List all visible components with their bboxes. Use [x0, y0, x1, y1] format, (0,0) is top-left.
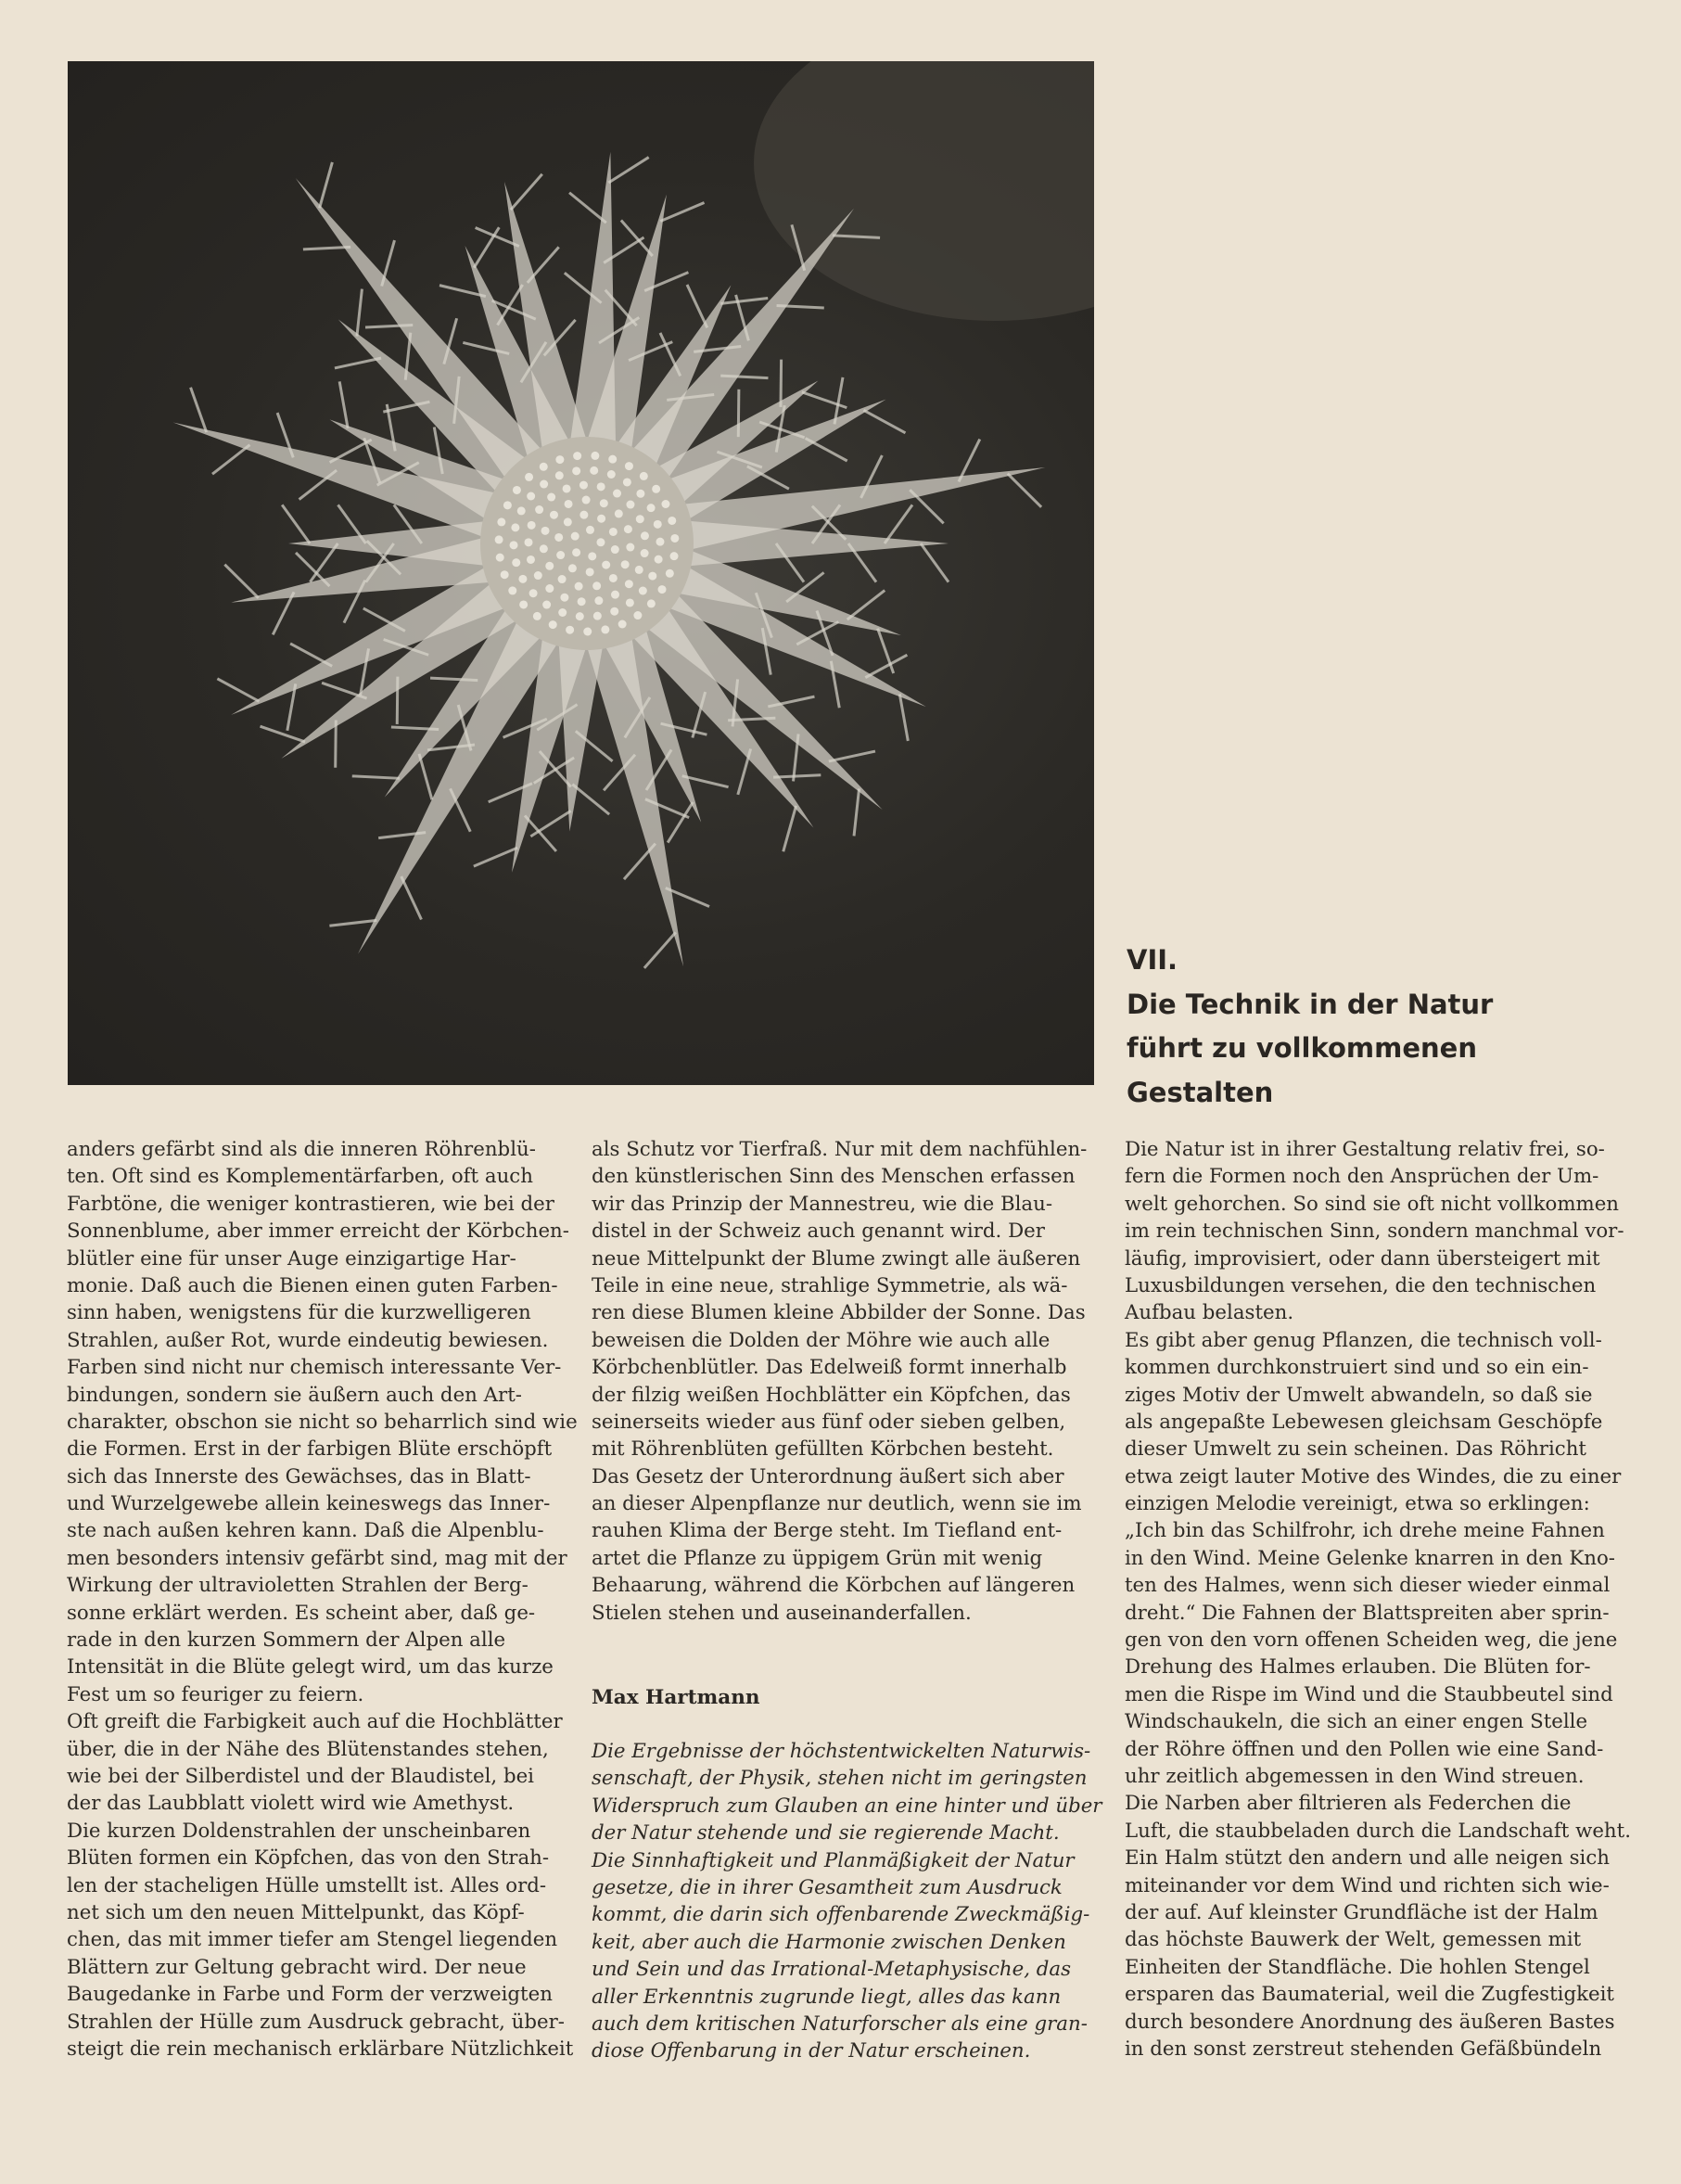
floret [563, 484, 571, 492]
floret [594, 596, 603, 605]
side-spine [329, 920, 376, 926]
side-spine [212, 445, 249, 475]
floret [579, 511, 588, 519]
text-line: Strahlen, außer Rot, wurde eindeutig bewiesen. [67, 1328, 549, 1352]
side-spine [796, 622, 838, 645]
floret [666, 569, 674, 578]
text-line: und Sein und das Irrational-Metaphysische, das [592, 1958, 1072, 1982]
floret [613, 490, 621, 498]
floret [512, 558, 520, 567]
text-line: der filzig weißen Hochblätter ein Köpfchen, das [592, 1383, 1071, 1407]
floret [578, 597, 586, 606]
floret [525, 473, 533, 481]
floret [501, 570, 509, 579]
side-spine [910, 490, 943, 523]
text-line: Wirkung der ultravioletten Strahlen der Berg- [67, 1574, 528, 1598]
side-spine [899, 694, 908, 740]
floret [656, 538, 664, 546]
side-spine [530, 811, 570, 836]
text-line: Die Ergebnisse der höchstentwickelten Naturwis- [592, 1740, 1091, 1763]
floret [635, 566, 643, 574]
side-spine [474, 848, 517, 866]
floret [547, 493, 555, 502]
side-spine [320, 162, 333, 208]
text-line: im rein technischen Sinn, sondern manchmal vor- [1125, 1220, 1624, 1244]
floret [591, 452, 599, 460]
text-line: einzigen Melodie vereinigt, etwa so erklingen: [1125, 1492, 1590, 1516]
text-line: in den sonst zerstreut stehenden Gefäßbündeln [1125, 2037, 1602, 2061]
floret [625, 462, 633, 470]
floret [533, 612, 541, 620]
floret [535, 505, 543, 514]
floret [545, 562, 554, 570]
floret [527, 492, 535, 500]
floret [626, 543, 634, 552]
text-line: an dieser Alpenpflanze nur deutlich, wenn sie im [592, 1492, 1082, 1516]
text-line: durch besondere Anordnung des äußeren Bastes [1125, 2010, 1615, 2034]
side-spine [773, 775, 821, 777]
text-line: Aufbau belasten. [1125, 1301, 1294, 1325]
text-line: und Wurzelgewebe allein keineswegs das Inner- [67, 1492, 551, 1516]
floret [600, 499, 608, 507]
thistle-illustration [68, 61, 1094, 1085]
side-spine [806, 439, 847, 461]
side-spine [687, 285, 707, 327]
side-spine [644, 932, 676, 968]
side-spine [336, 720, 337, 767]
text-line: der Natur stehende und sie regierende Macht. [592, 1821, 1060, 1846]
side-spine [357, 289, 363, 337]
floret [608, 455, 617, 464]
text-line: gen von den vorn offenen Scheiden weg, die jene [1125, 1628, 1618, 1653]
side-spine [296, 553, 329, 586]
side-spine [282, 504, 310, 543]
floret [497, 517, 505, 526]
side-spine [921, 543, 949, 582]
floret [575, 582, 583, 591]
side-spine [621, 221, 653, 257]
text-line: dreht.“ Die Fahnen der Blattspreiten aber sprin- [1125, 1601, 1610, 1625]
text-line: als angepaßte Lebewesen gleichsam Geschöpfe [1125, 1410, 1603, 1434]
side-spine [352, 776, 400, 778]
floret [618, 620, 627, 629]
floret [609, 574, 618, 582]
floret [582, 496, 591, 504]
side-spine [290, 644, 332, 666]
side-spine [738, 748, 751, 794]
text-line: etwa zeigt lauter Motive des Windes, die zu einer [1125, 1464, 1622, 1488]
text-line: Baugedanke in Farbe und Form der verzweigten [67, 1983, 553, 2007]
side-spine [511, 174, 542, 211]
text-line: rade in den kurzen Sommern der Alpen alle [67, 1628, 506, 1653]
floret [586, 568, 594, 576]
text-line: „Ich bin das Schilfrohr, ich drehe meine Fahnen [1125, 1519, 1605, 1543]
floret [636, 515, 644, 523]
text-column-2 [592, 1136, 1097, 1627]
side-spine [261, 726, 305, 742]
text-line: Die kurzen Doldenstrahlen der unscheinbaren [67, 1819, 531, 1843]
text-line: miteinander vor dem Wind und richten sich wie- [1125, 1873, 1610, 1897]
floret [621, 560, 630, 568]
text-line: aller Erkenntnis zugrunde liegt, alles das kann [592, 1985, 1062, 2009]
floret [597, 482, 605, 491]
floret [624, 525, 632, 533]
side-spine [419, 754, 432, 799]
floret [518, 575, 527, 583]
side-spine [668, 802, 693, 843]
side-spine [865, 655, 907, 677]
text-line: Farbtöne, die weniger kontrastieren, wie bei der [67, 1192, 554, 1216]
floret [626, 501, 634, 509]
text-line: sinn haben, wenigstens für die kurzwelligeren [67, 1301, 531, 1325]
side-spine [191, 388, 207, 432]
text-line: distel in der Schweiz auch genannt wird. Der [592, 1220, 1045, 1244]
floret [576, 612, 584, 620]
side-spine [397, 677, 398, 724]
text-line: als Schutz vor Tierfraß. Nur mit dem nachfühlen- [592, 1138, 1088, 1161]
floret [641, 549, 649, 557]
text-line: über, die in der Nähe des Blütenstandes stehen, [67, 1737, 549, 1761]
side-spine [847, 591, 885, 620]
text-line: Die Narben aber filtrieren als Federchen die [1125, 1792, 1572, 1816]
text-line: die Formen. Erst in der farbigen Blüte erschöpft [67, 1437, 553, 1462]
floret [564, 517, 572, 526]
text-line: keit, aber auch die Harmonie zwischen Denken [592, 1930, 1066, 1954]
floret [556, 551, 565, 559]
text-line: fern die Formen noch den Ansprüchen der Um- [1125, 1165, 1599, 1189]
floret [510, 541, 518, 549]
chapter-title-line: Gestalten [1127, 1076, 1274, 1108]
side-spine [217, 679, 259, 701]
floret [566, 626, 574, 634]
floret [592, 581, 601, 590]
text-line: chen, das mit immer tiefer am Stengel liegenden [67, 1928, 558, 1952]
floret [549, 620, 557, 629]
floret [602, 561, 610, 569]
text-line: charakter, obschon sie nicht so beharrlich sind wie [67, 1410, 578, 1434]
side-spine [624, 844, 656, 880]
side-spine [401, 876, 422, 919]
text-line: Oft greift die Farbigkeit auch auf die Hochblätter [67, 1710, 563, 1734]
floret [593, 612, 602, 620]
floret [534, 571, 542, 580]
side-spine [720, 298, 768, 303]
side-spine [525, 815, 556, 851]
text-line: Stielen stehen und auseinanderfallen. [592, 1601, 972, 1625]
quote-author: Max Hartmann [592, 1686, 760, 1709]
floret [641, 531, 649, 540]
text-line: Luft, die staubbeladen durch die Landschaft weht. [1125, 1819, 1631, 1843]
text-line: Strahlen der Hülle zum Ausdruck gebracht, über- [67, 2010, 565, 2034]
text-line: Intensität in die Blüte gelegt wird, um das kurze [67, 1655, 554, 1680]
text-line: kommen durchkonstruiert sind und so ein ein- [1125, 1356, 1589, 1380]
side-spine [569, 193, 606, 223]
text-line: Die Sinnhaftigkeit und Planmäßigkeit der Natur [592, 1848, 1075, 1872]
side-spine [339, 381, 348, 428]
floret [596, 538, 605, 546]
floret [558, 575, 567, 583]
floret [607, 470, 616, 479]
quote-text [592, 1738, 1102, 2065]
text-line: blütler eine für unser Auge einzigartige Har- [67, 1246, 516, 1271]
floret [529, 589, 538, 597]
chapter-heading [1127, 939, 1516, 1115]
text-line: Widerspruch zum Glauben an eine hinter und über [592, 1794, 1102, 1818]
text-line: senschaft, der Physik, stehen nicht im geringsten [592, 1767, 1088, 1791]
text-line: artet die Pflanze zu üppigem Grün mit wenig [592, 1546, 1043, 1570]
text-line: beweisen die Dolden der Möhre wie auch alle [592, 1328, 1051, 1352]
floret [540, 463, 548, 471]
floret [508, 586, 516, 594]
text-line: Blättern zur Geltung gebracht wird. Der neue [67, 1955, 527, 1979]
side-spine [781, 360, 782, 407]
text-line: ersparen das Baumaterial, weil die Zugfestigkeit [1125, 1983, 1614, 2007]
text-line: Windschaukeln, die sich an einer engen Stelle [1125, 1710, 1588, 1734]
chapter-title-line: Die Technik in der Natur [1127, 988, 1494, 1020]
floret [573, 452, 581, 460]
text-line: sich das Innerste des Gewächses, das in Blatt- [67, 1464, 531, 1488]
floret [496, 554, 504, 562]
text-line: rauhen Klima der Berge steht. Im Tiefland ent- [592, 1519, 1063, 1543]
floret [639, 587, 647, 595]
text-line: kommt, die darin sich offenbarende Zweckmäßig- [592, 1903, 1090, 1927]
floret [568, 564, 577, 572]
floret [626, 598, 634, 607]
floret [540, 544, 548, 553]
text-line: der auf. Auf kleinster Grundfläche ist der Halm [1125, 1900, 1598, 1924]
floret [633, 611, 642, 619]
floret [517, 506, 526, 515]
text-line: men die Rispe im Wind und die Staubbeutel sind [1125, 1682, 1613, 1706]
text-line: gesetze, die in ihrer Gesamtheit zum Ausdruck [592, 1875, 1063, 1899]
text-line: welt gehorchen. So sind sie oft nicht vollkommen [1125, 1192, 1620, 1216]
side-spine [660, 203, 704, 222]
text-line: sonne erklärt werden. Es scheint aber, daß ge- [67, 1601, 536, 1625]
floret [611, 545, 619, 554]
side-spine [854, 788, 860, 836]
floret [527, 556, 535, 564]
side-spine [885, 504, 912, 543]
floret [601, 625, 609, 633]
text-line: läufig, improvisiert, oder dann übersteigert mit [1125, 1246, 1600, 1271]
side-spine [1008, 474, 1041, 507]
side-spine [738, 390, 739, 437]
text-line: mit Röhrenblüten gefüllten Körbchen besteht. [592, 1437, 1054, 1462]
text-line: Körbchenblütler. Das Edelweiß formt innerhalb [592, 1356, 1067, 1380]
side-spine [451, 788, 471, 831]
floret [590, 466, 598, 475]
text-line: auch dem kritischen Naturforscher als eine gran- [592, 2012, 1088, 2036]
chapter-title-line: führt zu vollkommenen [1127, 1032, 1477, 1064]
floret [658, 585, 667, 594]
side-spine [224, 565, 258, 598]
text-line: Drehung des Halmes erlauben. Die Blüten for- [1125, 1655, 1591, 1680]
side-spine [863, 410, 905, 432]
text-column-3 [1125, 1136, 1630, 2063]
floret [525, 538, 533, 546]
text-line: Das Gesetz der Unterordnung äußert sich aber [592, 1464, 1064, 1488]
floret [550, 511, 558, 519]
floret [597, 515, 605, 523]
text-line: wir das Prinzip der Mannestreu, wie die Blau- [592, 1192, 1053, 1216]
text-line: Die Natur ist in ihrer Gestaltung relativ frei, so- [1125, 1138, 1605, 1161]
floret [572, 548, 580, 556]
text-line: steigt die rein mechanisch erklärbare Nützlichkeit [67, 2037, 574, 2061]
floret [545, 584, 554, 593]
side-spine [528, 247, 559, 283]
floret [648, 572, 656, 581]
floret [571, 532, 579, 541]
floret [554, 533, 563, 542]
floret [555, 455, 564, 464]
text-line: Luxusbildungen versehen, die den technischen [1125, 1273, 1597, 1297]
floret [647, 599, 656, 607]
text-line: Ein Halm stützt den andern und alle neigen sich [1125, 1846, 1611, 1871]
text-column-1 [67, 1136, 578, 2063]
side-spine [783, 806, 796, 851]
floret [519, 600, 528, 608]
floret [609, 528, 618, 536]
floret [654, 520, 662, 529]
text-line: Sonnenblume, aber immer erreicht der Körbchen- [67, 1220, 569, 1244]
floret [668, 517, 676, 525]
text-line: ten. Oft sind es Komplementärfarben, oft auch [67, 1165, 533, 1189]
text-line: in den Wind. Meine Gelenke knarren in den Kno- [1125, 1546, 1616, 1570]
floret [636, 490, 644, 498]
side-spine [660, 333, 681, 376]
text-line: den künstlerischen Sinn des Menschen erfassen [592, 1165, 1076, 1189]
floret [560, 594, 568, 602]
floret [540, 480, 548, 489]
text-line: Es gibt aber genug Pflanzen, die technisch voll- [1125, 1328, 1602, 1352]
text-line: anders gefärbt sind als die inneren Röhrenblü- [67, 1138, 536, 1161]
text-line: der Röhre öffnen und den Pollen wie eine Sand- [1125, 1737, 1604, 1761]
side-spine [335, 358, 381, 368]
thistle-photo [68, 61, 1094, 1085]
floret [511, 523, 519, 531]
floret [503, 501, 512, 509]
text-line: Behaarung, während die Körbchen auf längeren [592, 1574, 1076, 1598]
floret [541, 527, 550, 535]
text-line: diose Offenbarung in der Natur erscheinen. [592, 2039, 1031, 2063]
text-line: Fest um so feuriger zu feiern. [67, 1682, 364, 1706]
text-line: das höchste Bauwerk der Welt, gemessen mit [1125, 1928, 1582, 1952]
text-line: der das Laubblatt violett wird wie Amethyst. [67, 1792, 515, 1816]
text-line: uhr zeitlich abgemessen in den Wind streuen. [1125, 1764, 1585, 1788]
floret [611, 591, 619, 599]
floret [588, 552, 596, 560]
floret [495, 535, 503, 543]
text-line: Blüten formen ein Köpfchen, das von den Strah- [67, 1846, 550, 1871]
floret [625, 580, 633, 588]
floret [528, 521, 536, 530]
text-line: monie. Daß auch die Bienen einen guten Farben- [67, 1273, 558, 1297]
floret [640, 472, 648, 480]
chapter-number: VII. [1127, 944, 1178, 976]
background-leaf-shadow [754, 61, 1094, 321]
floret [558, 608, 567, 617]
text-line: bindungen, sondern sie äußern auch den Art- [67, 1383, 522, 1407]
side-spine [330, 440, 372, 462]
floret [623, 478, 631, 486]
text-line: len der stacheligen Hülle umstellt ist. Alles ord- [67, 1873, 547, 1897]
floret [661, 500, 669, 508]
floret [572, 466, 580, 475]
floret [610, 607, 618, 616]
floret [652, 485, 660, 493]
text-line: men besonders intensiv gefärbt sind, mag mit der [67, 1546, 567, 1570]
floret [655, 556, 663, 564]
floret [670, 552, 679, 560]
text-line: Einheiten der Standfläche. Die hohlen Stengel [1125, 1955, 1590, 1979]
text-line: neue Mittelpunkt der Blume zwingt alle äußeren [592, 1246, 1081, 1271]
text-line: net sich um den neuen Mittelpunkt, das Köpf- [67, 1900, 525, 1924]
floret [647, 504, 656, 512]
text-line: ziges Motiv der Umwelt abwandeln, so daß sie [1125, 1383, 1593, 1407]
text-line: seinerseits wieder aus fünf oder sieben gelben, [592, 1410, 1066, 1434]
text-line: ten des Halmes, wenn sich dieser wieder einmal [1125, 1574, 1611, 1598]
text-line: Farben sind nicht nur chemisch interessante Ver- [67, 1356, 562, 1380]
floret [565, 500, 573, 508]
side-spine [382, 240, 395, 286]
floret [542, 601, 551, 609]
text-line: wie bei der Silberdistel und der Blaudistel, bei [67, 1764, 534, 1788]
side-spine [608, 158, 648, 183]
text-line: ren diese Blumen kleine Abbilder der Sonne. Das [592, 1301, 1086, 1325]
side-spine [829, 751, 875, 761]
side-spine [303, 247, 350, 249]
text-line: dieser Umwelt zu sein scheinen. Das Röhricht [1125, 1437, 1586, 1462]
text-line: ste nach außen kehren kann. Daß die Alpenblu- [67, 1519, 544, 1543]
floret [615, 509, 623, 517]
floret [586, 526, 594, 534]
floret [555, 471, 564, 479]
floret [583, 627, 592, 635]
floret [579, 481, 588, 490]
floret [513, 486, 521, 494]
floret [670, 534, 679, 543]
text-line: Teile in eine neue, strahlige Symmetrie, als wä- [592, 1273, 1068, 1297]
